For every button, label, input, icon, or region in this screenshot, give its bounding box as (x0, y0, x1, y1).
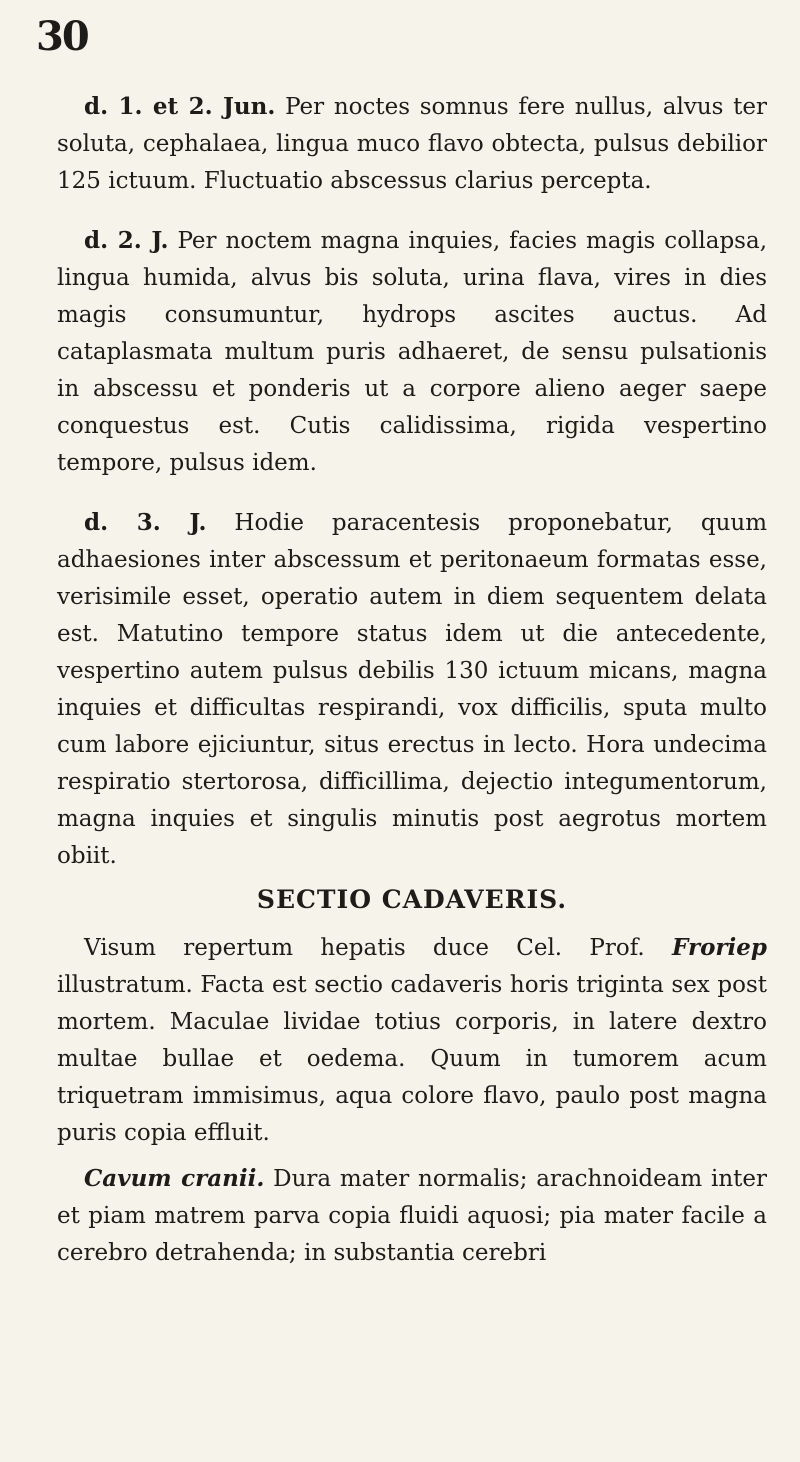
subsection-label: Cavum cranii. (84, 1165, 265, 1192)
author-name: Froriep (672, 934, 767, 961)
entry-text: Per noctes somnus fere nullus, alvus ter soluta, cephalaea, lingua muco flavo obtecta, pulsus debilior 125 ictuum. Fluctuatio abscessus clarius percepta. (57, 94, 767, 194)
entry-text: Per noctem magna inquies, facies magis collapsa, lingua humida, alvus bis soluta, urina flava, vires in dies magis consumuntur, hydrops ascites auctus. Ad cataplasmata multum puris adhaeret, de sensu pulsationis in abscessu et ponderis ut a corpore alieno aeger saepe conquestus est. Cutis calidissima, rigida vespertino tempore, pulsus idem. (57, 228, 768, 476)
entry-paragraph (57, 222, 767, 482)
section-text: Visum repertum hepatis duce Cel. Prof. (84, 935, 645, 961)
section-heading: SECTIO CADAVERIS. (256, 885, 568, 914)
entry-paragraph (57, 504, 767, 875)
section-paragraph (57, 1160, 767, 1272)
page-number: 30 (36, 13, 88, 60)
section-text: Dura mater normalis; arachnoideam inter et piam matrem parva copia fluidi aquosi; pia mater facile a cerebro detrahenda; in substantia cerebri (57, 1166, 767, 1266)
body-text (57, 88, 767, 1280)
entry-date: d. 3. J. (84, 509, 207, 536)
entry-paragraph (57, 88, 767, 200)
entry-date: d. 2. J. (84, 227, 169, 254)
section-text: illustratum. Facta est sectio cadaveris horis triginta sex post mortem. Maculae lividae totius corporis, in latere dextro multae bullae et oedema. Quum in tumorem acum triquetram immisimus, aqua colore flavo, paulo post magna puris copia effluit. (57, 972, 767, 1146)
section-paragraph (57, 929, 767, 1152)
entry-date: d. 1. et 2. Jun. (84, 93, 276, 120)
entry-text: Hodie paracentesis proponebatur, quum adhaesiones inter abscessum et peritonaeum formatas esse, verisimile esset, operatio autem in diem sequentem delata est. Matutino tempore status idem ut die antecedente, vespertino autem pulsus debilis 130 ictuum micans, magna inquies et difficultas respirandi, vox difficilis, sputa multo cum labore ejiciuntur, situs erectus in lecto. Hora undecima respiratio stertorosa, difficillima, dejectio integumentorum, magna inquies et singulis minutis post aegrotus mortem obiit. (57, 510, 768, 869)
